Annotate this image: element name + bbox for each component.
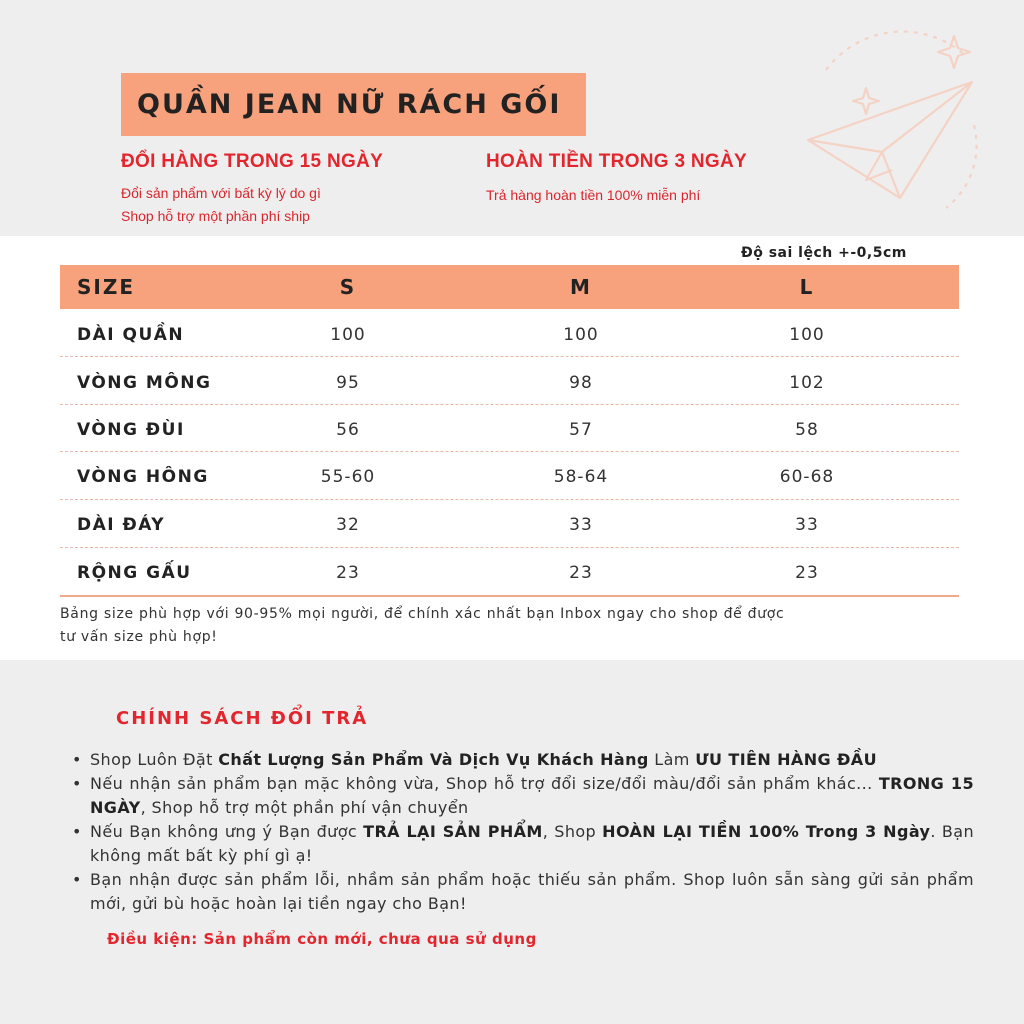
header-l: L bbox=[799, 275, 815, 299]
refund-line-1: Trả hàng hoàn tiền 100% miễn phí bbox=[486, 187, 701, 203]
table-cell: 100 bbox=[563, 325, 599, 345]
table-cell: 95 bbox=[336, 373, 360, 393]
table-cell: 100 bbox=[789, 325, 825, 345]
row-label-dai-quan: DÀI QUẦN bbox=[77, 325, 185, 345]
list-item: • Bạn nhận được sản phẩm lỗi, nhầm sản phẩm hoặc thiếu sản phẩm. Shop luôn sẵn sàng gửi sản phẩm mới, gửi bù hoặc hoàn lại tiền ngay cho Bạn! bbox=[72, 868, 974, 916]
list-item: • Shop Luôn Đặt Chất Lượng Sản Phẩm Và Dịch Vụ Khách Hàng Làm ƯU TIÊN HÀNG ĐẦU bbox=[72, 748, 974, 772]
row-label-vong-mong: VÒNG MÔNG bbox=[77, 373, 212, 393]
table-cell: 23 bbox=[336, 563, 360, 583]
deviation-note: Độ sai lệch +-0,5cm bbox=[741, 245, 907, 261]
exchange-line-2: Shop hỗ trợ một phần phí ship bbox=[121, 208, 310, 224]
table-header bbox=[60, 265, 959, 309]
table-cell: 58 bbox=[795, 420, 819, 440]
row-label-vong-hong: VÒNG HÔNG bbox=[77, 467, 209, 487]
header-size: SIZE bbox=[77, 275, 136, 299]
table-cell: 23 bbox=[569, 563, 593, 583]
table-cell: 100 bbox=[330, 325, 366, 345]
table-cell: 102 bbox=[789, 373, 825, 393]
header-s: S bbox=[339, 275, 357, 299]
paper-plane-icon bbox=[796, 30, 986, 220]
list-item: • Nếu Bạn không ưng ý Bạn được TRẢ LẠI SẢN PHẨM, Shop HOÀN LẠI TIỀN 100% Trong 3 Ngày. Bạn không mất bất kỳ phí gì ạ! bbox=[72, 820, 974, 868]
table-cell: 55-60 bbox=[320, 467, 376, 487]
table-cell: 33 bbox=[795, 515, 819, 535]
row-label-rong-gau: RỘNG GẤU bbox=[77, 563, 192, 583]
policy-condition: Điều kiện: Sản phẩm còn mới, chưa qua sử dụng bbox=[107, 930, 537, 948]
exchange-line-1: Đổi sản phẩm với bất kỳ lý do gì bbox=[121, 185, 321, 201]
table-cell: 32 bbox=[336, 515, 360, 535]
row-label-vong-dui: VÒNG ĐÙI bbox=[77, 420, 185, 440]
table-cell: 33 bbox=[569, 515, 593, 535]
row-divider bbox=[60, 451, 959, 452]
row-divider bbox=[60, 547, 959, 548]
list-item: • Nếu nhận sản phẩm bạn mặc không vừa, Shop hỗ trợ đổi size/đổi màu/đổi sản phẩm khác... TRONG 15 NGÀY, Shop hỗ trợ một phần phí vận chuyển bbox=[72, 772, 974, 820]
title-banner bbox=[121, 73, 586, 136]
table-cell: 23 bbox=[795, 563, 819, 583]
table-cell: 57 bbox=[569, 420, 593, 440]
table-cell: 56 bbox=[336, 420, 360, 440]
size-note-line-2: tư vấn size phù hợp! bbox=[60, 629, 218, 645]
row-divider bbox=[60, 499, 959, 500]
size-note-line-1: Bảng size phù hợp với 90-95% mọi người, để chính xác nhất bạn Inbox ngay cho shop để được bbox=[60, 606, 785, 622]
header-m: M bbox=[570, 275, 592, 299]
table-cell: 60-68 bbox=[779, 467, 835, 487]
policy-title: CHÍNH SÁCH ĐỔI TRẢ bbox=[116, 708, 369, 729]
row-label-dai-day: DÀI ĐÁY bbox=[77, 515, 166, 535]
page-title: QUẦN JEAN NỮ RÁCH GỐI bbox=[137, 89, 562, 120]
table-cell: 98 bbox=[569, 373, 593, 393]
row-divider bbox=[60, 404, 959, 405]
table-bottom-border bbox=[60, 595, 959, 597]
refund-heading: HOÀN TIỀN TRONG 3 NGÀY bbox=[486, 151, 748, 172]
row-divider bbox=[60, 356, 959, 357]
table-cell: 58-64 bbox=[553, 467, 609, 487]
exchange-heading: ĐỔI HÀNG TRONG 15 NGÀY bbox=[121, 151, 384, 172]
policy-list bbox=[72, 748, 974, 916]
